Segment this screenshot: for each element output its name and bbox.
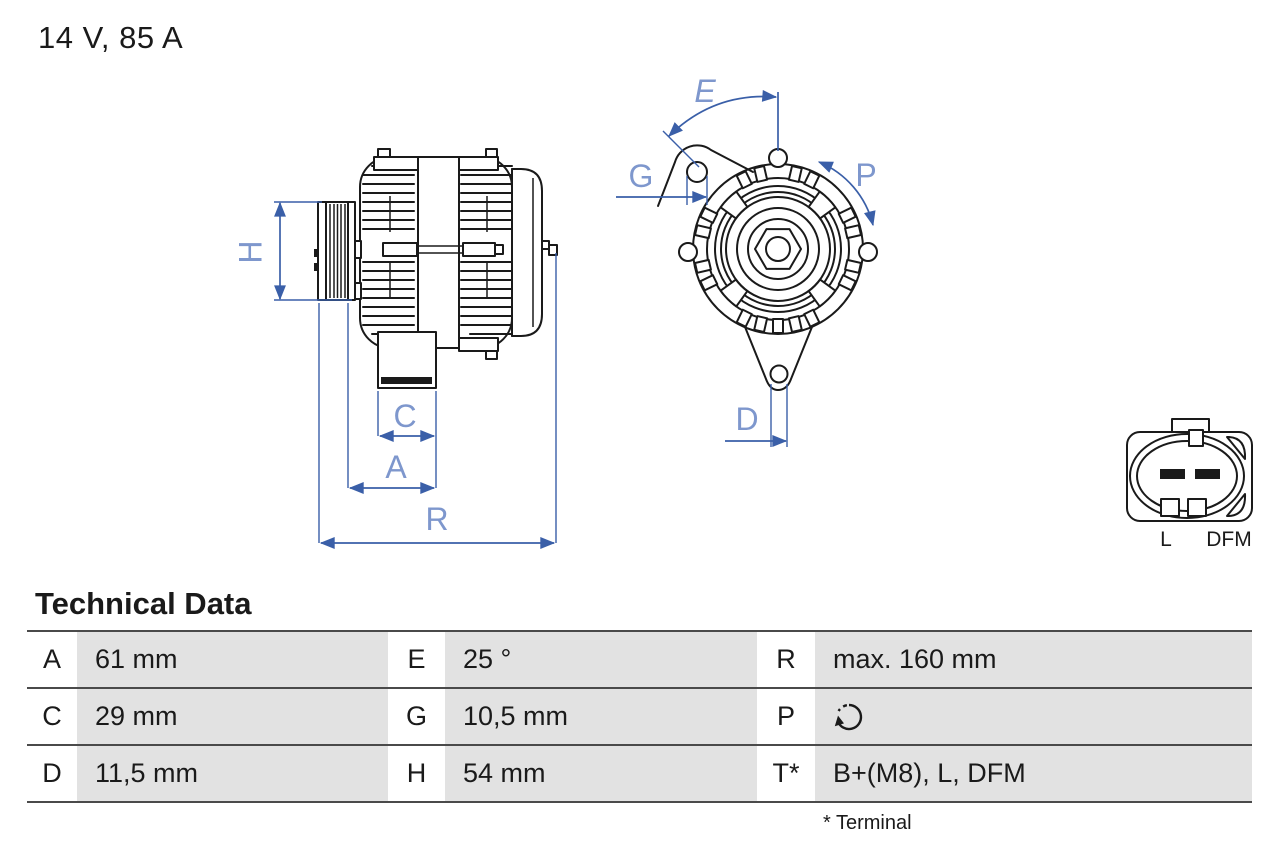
left-ear	[679, 243, 697, 261]
cell-R-label: R	[757, 632, 815, 689]
dimension-D	[725, 384, 787, 447]
pulley	[314, 202, 361, 300]
cell-P-label: P	[757, 689, 815, 746]
dimension-label-P: P	[855, 157, 877, 193]
cell-E-value: 25 °	[445, 632, 757, 689]
pin-L	[1160, 469, 1185, 479]
cell-A-label: A	[27, 632, 77, 689]
dimension-label-H: H	[232, 240, 269, 264]
dimension-label-E: E	[694, 73, 716, 109]
connector-label-L: L	[1160, 528, 1172, 551]
cell-D-label: D	[27, 746, 77, 803]
cell-G-label: G	[388, 689, 445, 746]
technical-data-section	[27, 588, 1252, 835]
dimension-label-A: A	[385, 449, 407, 485]
right-ear	[859, 243, 877, 261]
cell-T-value: B+(M8), L, DFM	[815, 746, 1252, 803]
dimension-A	[350, 449, 434, 488]
pin-DFM	[1195, 469, 1220, 479]
top-ear	[769, 149, 787, 167]
cell-H-label: H	[388, 746, 445, 803]
b-plus-terminal	[542, 241, 549, 249]
shaft	[355, 241, 361, 258]
cell-R-value: max. 160 mm	[815, 632, 1252, 689]
dimension-label-C: C	[393, 398, 417, 434]
cell-G-value: 10,5 mm	[445, 689, 757, 746]
dimension-R	[321, 501, 554, 543]
rear-cap	[512, 169, 557, 336]
dimension-label-D: D	[735, 401, 759, 437]
lug-hole-D	[771, 366, 788, 383]
shaft-nut	[755, 229, 801, 269]
dimension-label-R: R	[425, 501, 449, 537]
side-view	[232, 149, 557, 543]
cell-T-label: T*	[757, 746, 815, 803]
cell-C-value: 29 mm	[77, 689, 388, 746]
cell-E-label: E	[388, 632, 445, 689]
front-view	[616, 73, 877, 447]
housing-rim	[693, 164, 863, 334]
technical-data-table	[27, 630, 1252, 803]
cell-H-value: 54 mm	[445, 746, 757, 803]
rotation-direction-clockwise-icon	[833, 700, 867, 734]
stator-rings	[715, 186, 841, 312]
cell-D-value: 11,5 mm	[77, 746, 388, 803]
alternator-body	[360, 149, 521, 359]
technical-data-title: Technical Data	[35, 586, 252, 621]
cell-P-value	[815, 689, 1252, 746]
cell-A-value: 61 mm	[77, 632, 388, 689]
mounting-foot	[378, 332, 436, 388]
cell-C-label: C	[27, 689, 77, 746]
terminal-footnote: * Terminal	[823, 812, 912, 834]
key-notch	[1189, 430, 1203, 446]
voltage-current-rating: 14 V, 85 A	[38, 20, 184, 55]
connector-diagram	[1127, 419, 1252, 551]
connector-label-DFM: DFM	[1206, 528, 1252, 551]
dimension-label-G: G	[628, 158, 654, 194]
